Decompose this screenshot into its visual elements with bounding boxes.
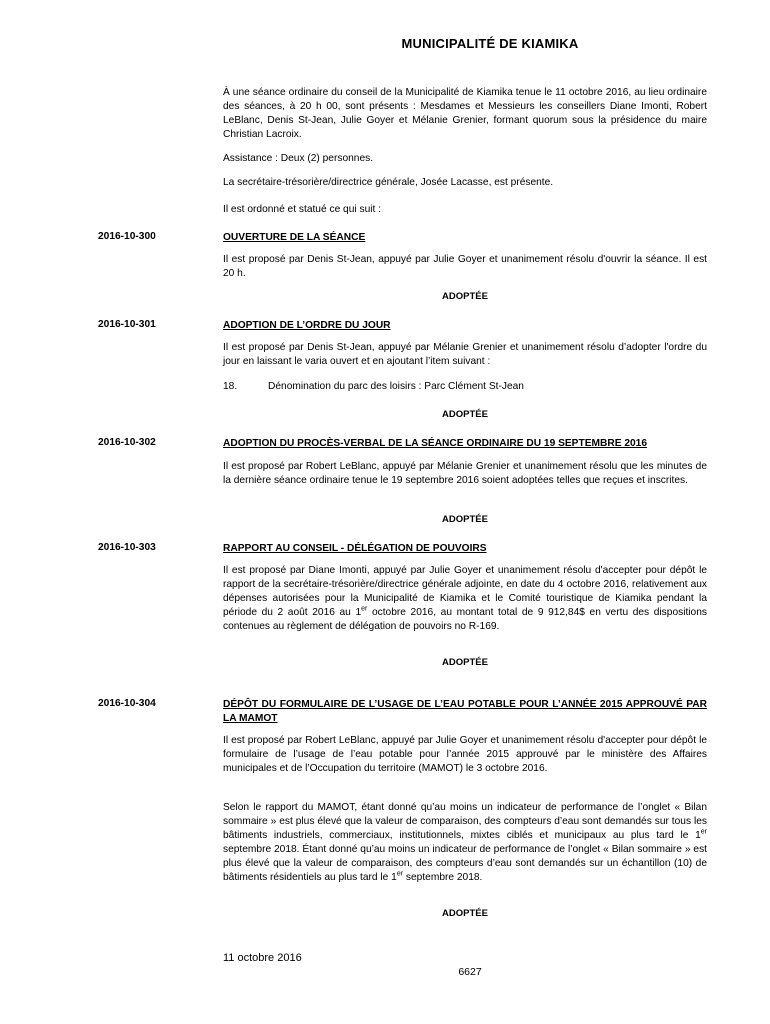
resolution-number: 2016-10-300	[98, 231, 156, 242]
section-paragraph: Il est proposé par Diane Imonti, appuyé par Julie Goyer et unanimement résolu d'accepter pour dépôt le rapport de la secrétaire-trésorière/directrice générale adjointe, en date du 4 octobre 2016, relativement aux dépenses autorisées pour la Municipalité de Kiamika et le Comité touristique de Kiamika pendant la période du 2 août 2016 au 1er octobre 2016, au montant total de 9 912,84$ en vertu des dispositions contenues au règlement de délégation de pouvoirs no R-169.	[223, 565, 707, 632]
adoptee-label: ADOPTÉE	[442, 291, 488, 302]
adoptee-label: ADOPTÉE	[442, 657, 488, 668]
section-paragraph: Il est proposé par Robert LeBlanc, appuyé par Julie Goyer et unanimement résolu d'accepter pour dépôt le formulaire de l’usage de l’eau potable pour l’année 2015 approuvé par le ministère des Affaires municipales et de l’Occupation du territoire (MAMOT) le 3 octobre 2016.	[223, 735, 707, 774]
adoptee-label: ADOPTÉE	[442, 908, 488, 919]
section-title: RAPPORT AU CONSEIL - DÉLÉGATION DE POUVOIRS	[223, 543, 487, 554]
resolution-number: 2016-10-301	[98, 319, 156, 330]
intro-paragraph	[223, 86, 707, 142]
adoptee-label: ADOPTÉE	[442, 409, 488, 420]
footer-date: 11 octobre 2016	[223, 952, 302, 964]
assistance-line: Assistance : Deux (2) personnes.	[223, 153, 374, 164]
adoptee-label: ADOPTÉE	[442, 514, 488, 525]
page-number: 6627	[458, 966, 482, 978]
section-title: DÉPÔT DU FORMULAIRE DE L’USAGE DE L’EAU POTABLE POUR L’ANNÉE 2015 APPROUVÉ PAR LA MAMOT	[223, 699, 707, 724]
section-paragraph: Selon le rapport du MAMOT, étant donné qu’au moins un indicateur de performance de l’onglet « Bilan sommaire » est plus élevé que la valeur de comparaison, des compteurs d’eau sont demandés sur tous les bâtiments industriels, commerciaux, institutionnels, mixtes ciblés et municipaux au plus tard le 1er septembre 2018. Étant donné qu’au moins un indicateur de performance de l’onglet « Bilan sommaire » est plus élevé que la valeur de comparaison, des compteurs d’eau sont demandés sur un échantillon (10) de bâtiments résidentiels au plus tard le 1er septembre 2018.	[223, 802, 707, 883]
section-paragraph: Il est proposé par Denis St-Jean, appuyé par Mélanie Grenier et unanimement résolu d’adopter l'ordre du jour en laissant le varia ouvert et en ajoutant l’item suivant :	[223, 342, 707, 367]
intro-text: À une séance ordinaire du conseil de la Municipalité de Kiamika tenue le 11 octobre 2016, au lieu ordinaire des séances, à 20 h 00, sont présents : Mesdames et Messieurs les conseillers Diane Imonti, Robert LeBlanc, Denis St-Jean, Julie Goyer et Mélanie Grenier, formant quorum sous la présidence du maire Christian Lacroix.	[223, 87, 707, 140]
page-title: MUNICIPALITÉ DE KIAMIKA	[401, 36, 579, 51]
agenda-item-text: Dénomination du parc des loisirs : Parc Clément St-Jean	[268, 381, 524, 392]
section-title: OUVERTURE DE LA SÉANCE	[223, 232, 366, 243]
section-paragraph: Il est proposé par Robert LeBlanc, appuyé par Mélanie Grenier et unanimement résolu que les minutes de la dernière séance ordinaire tenue le 19 septembre 2016 soient adoptées telles que reçues et inscrites.	[223, 461, 707, 486]
section-title: ADOPTION DU PROCÈS-VERBAL DE LA SÉANCE ORDINAIRE DU 19 SEPTEMBRE 2016	[223, 438, 647, 449]
secretary-line: La secrétaire-trésorière/directrice générale, Josée Lacasse, est présente.	[223, 177, 554, 188]
section-paragraph: Il est proposé par Denis St-Jean, appuyé par Julie Goyer et unanimement résolu d'ouvrir la séance. Il est 20 h.	[223, 254, 707, 279]
resolution-number: 2016-10-303	[98, 542, 156, 553]
resolution-number: 2016-10-304	[98, 698, 156, 709]
agenda-item-number: 18.	[223, 381, 238, 392]
section-title: ADOPTION DE L’ORDRE DU JOUR	[223, 320, 391, 331]
resolution-number: 2016-10-302	[98, 437, 156, 448]
ordonne-line: Il est ordonné et statué ce qui suit :	[223, 204, 382, 215]
